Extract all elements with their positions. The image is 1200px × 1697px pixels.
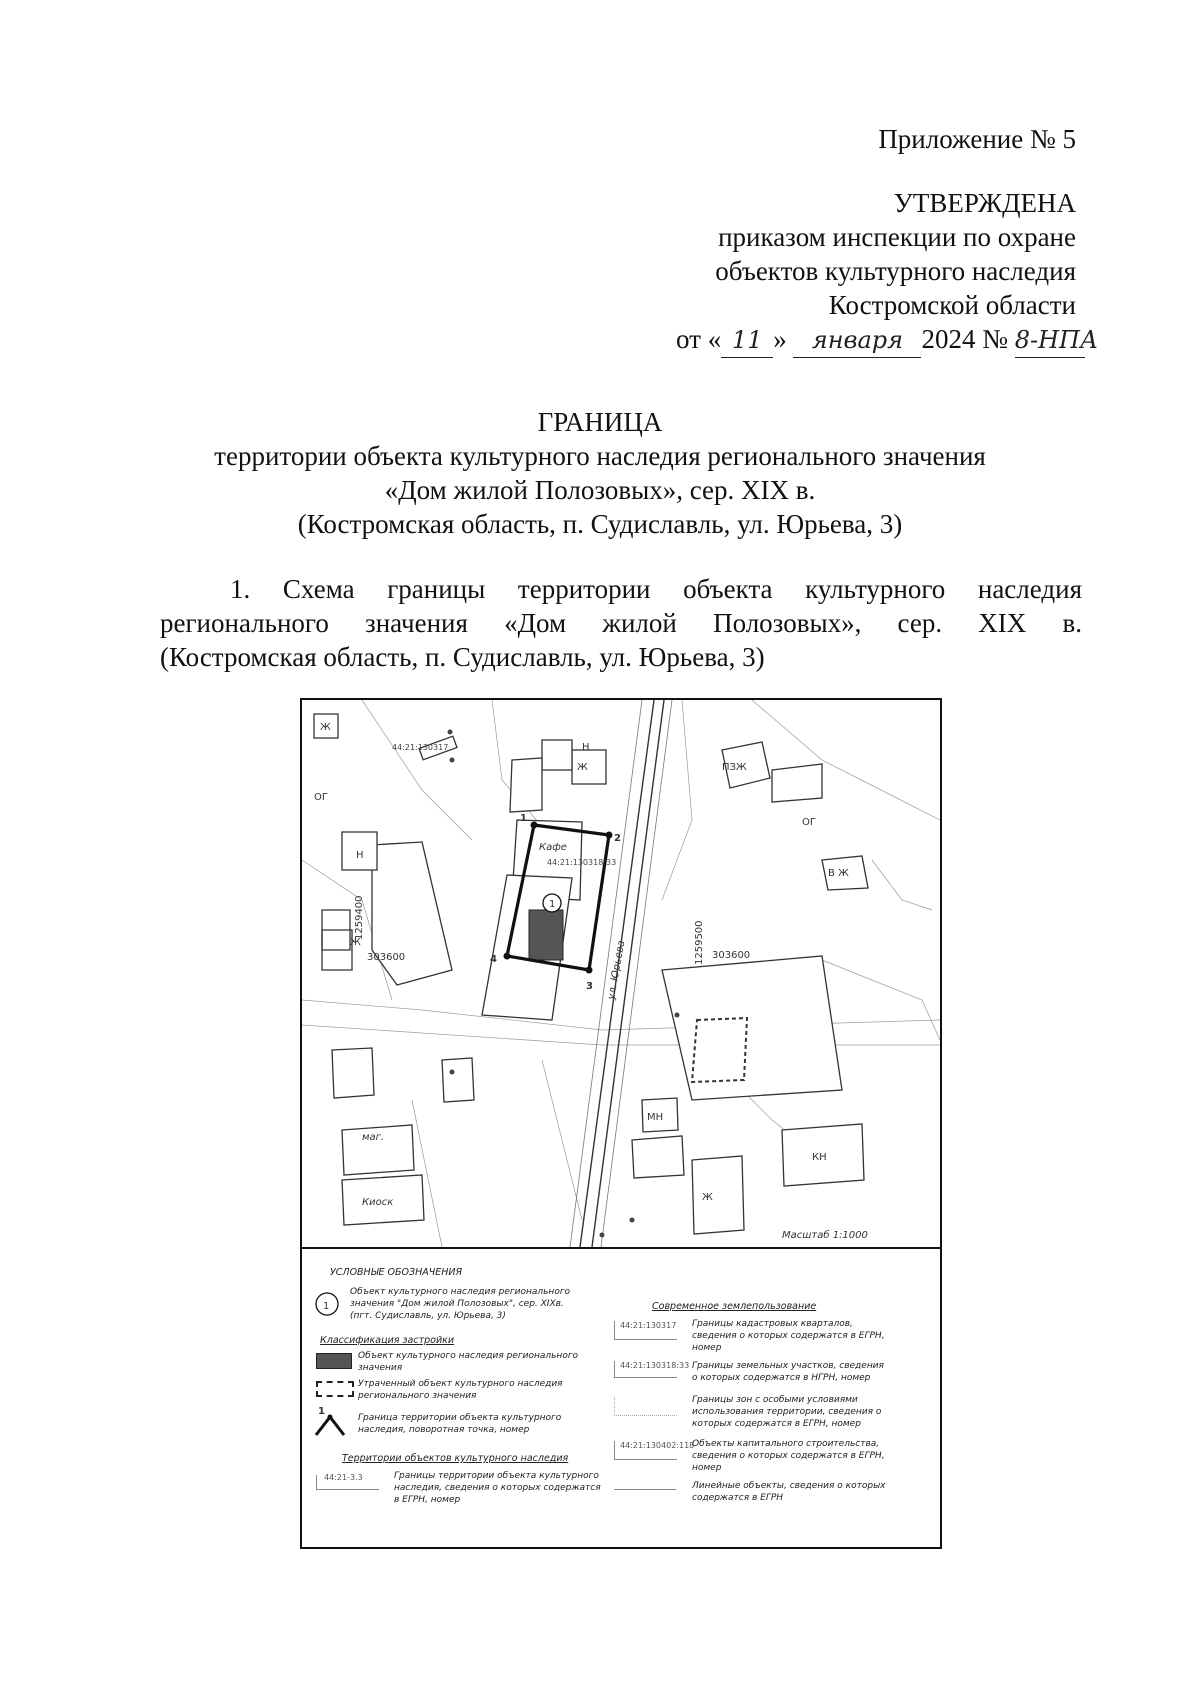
legend-territories-heading: Территории объектов культурного наследия xyxy=(342,1453,569,1464)
scale-label: Масштаб 1:1000 xyxy=(782,1230,868,1241)
n-label-2: Н xyxy=(582,742,590,753)
coord-right-label: 303600 xyxy=(712,950,751,961)
n-label-1: Н xyxy=(356,850,364,861)
legend-r1-line-3: номер xyxy=(692,1343,722,1353)
date-day: 11 xyxy=(721,323,773,358)
coord-left-label: 303600 xyxy=(367,952,406,963)
legend-boundary-number: 1 xyxy=(318,1406,325,1417)
legend-object-symbol xyxy=(314,1291,340,1317)
date-year: 2024 № xyxy=(921,324,1008,354)
mag-label: маг. xyxy=(362,1132,385,1143)
section-line-2: регионального значения «Дом жилой Полозовых», сер. XIX в. xyxy=(160,608,1082,638)
legend-item1-line-1: Объект культурного наследия регионального xyxy=(358,1351,579,1361)
land-plot-label: 44:21:130318:33 xyxy=(547,858,617,867)
vzh-label: В Ж xyxy=(828,868,849,879)
legend-r2-line-1: Границы земельных участков, сведения xyxy=(692,1361,884,1371)
legend-r5-line-1: Линейные объекты, сведения о которых xyxy=(692,1481,886,1491)
zh-label-2: Ж xyxy=(577,762,588,773)
date-mid: » xyxy=(773,324,787,354)
legend-item3-line-1: Граница территории объекта культурного xyxy=(358,1413,562,1423)
legend-r4-line-3: номер xyxy=(692,1463,722,1473)
approved-label: УТВЕРЖДЕНА xyxy=(893,188,1076,218)
approval-line-1: приказом инспекции по охране xyxy=(718,222,1076,252)
point-3-label: 3 xyxy=(586,981,593,992)
legend-item2-line-1: Утраченный объект культурного наследия xyxy=(358,1379,563,1389)
point-4-label: 4 xyxy=(490,954,497,965)
legend-r2-code: 44:21:130318:33 xyxy=(620,1361,690,1370)
legend-land-use-heading: Современное землепользование xyxy=(652,1301,817,1312)
approval-line-3: Костромской области xyxy=(828,290,1076,320)
legend xyxy=(302,1247,940,1549)
order-number: 8-НПА xyxy=(1015,323,1085,358)
title-line-2: «Дом жилой Полозовых», сер. XIX в. xyxy=(384,475,816,505)
og-label-1: ОГ xyxy=(314,792,328,803)
point-2-label: 2 xyxy=(614,833,621,844)
legend-boundary-symbol xyxy=(312,1403,352,1437)
mn-label: МН xyxy=(647,1112,664,1123)
cafe-label: Кафе xyxy=(539,842,567,853)
legend-object-line-3: (пгт. Судиславль, ул. Юрьева, 3) xyxy=(350,1311,506,1321)
legend-item3-line-2: наследия, поворотная точка, номер xyxy=(358,1425,530,1435)
legend-r3-line-1: Границы зон с особыми условиями xyxy=(692,1395,858,1405)
legend-object-line-2: значения "Дом жилой Полозовых", сер. XIXв. xyxy=(350,1299,564,1309)
legend-r3-swatch xyxy=(614,1397,677,1416)
legend-r4-line-2: сведения о которых содержатся в ЕГРН, xyxy=(692,1451,885,1461)
coord-vert-right-label: 1259500 xyxy=(694,920,705,965)
legend-r2-line-2: о которых содержатся в НГРН, номер xyxy=(692,1373,871,1383)
zh-label-1: Ж xyxy=(320,722,331,733)
street-label: ул. Юрьева xyxy=(606,939,628,1001)
title-line-1: территории объекта культурного наследия регионального значения xyxy=(214,441,986,471)
legend-r5-swatch xyxy=(614,1489,676,1490)
coord-vert-left-label: 1259400 xyxy=(354,895,365,940)
zh-label-3: Ж xyxy=(350,937,361,948)
object-marker-label: 1 xyxy=(549,899,556,910)
zh-label-4: Ж xyxy=(702,1192,713,1203)
og-label-2: ОГ xyxy=(802,817,816,828)
pzzh-label: ПЗЖ xyxy=(722,762,747,773)
scheme-frame xyxy=(300,698,942,1549)
kn-label: КН xyxy=(812,1152,827,1163)
legend-r4-line-1: Объекты капитального строительства, xyxy=(692,1439,880,1449)
title-main: ГРАНИЦА xyxy=(537,407,663,437)
legend-r1-code: 44:21:130317 xyxy=(620,1321,677,1330)
appendix-label: Приложение № 5 xyxy=(878,124,1076,154)
legend-item4-line-2: наследия, сведения о которых содержатся xyxy=(394,1483,601,1493)
legend-r3-line-2: использования территории, сведения о xyxy=(692,1407,882,1417)
legend-territory-code: 44:21-3.3 xyxy=(324,1473,363,1482)
cadastral-quarter-label: 44:21:130317 xyxy=(392,743,449,752)
legend-item4-line-1: Границы территории объекта культурного xyxy=(394,1471,599,1481)
legend-r1-line-1: Границы кадастровых кварталов, xyxy=(692,1319,853,1329)
section-line-3: (Костромская область, п. Судиславль, ул. Юрьева, 3) xyxy=(160,642,765,672)
legend-r5-line-2: содержатся в ЕГРН xyxy=(692,1493,784,1503)
legend-lost-object-swatch xyxy=(316,1381,354,1397)
legend-object-line-1: Объект культурного наследия регионального xyxy=(350,1287,571,1297)
legend-title: УСЛОВНЫЕ ОБОЗНАЧЕНИЯ xyxy=(330,1267,463,1278)
point-1-label: 1 xyxy=(520,813,527,824)
title-line-3: (Костромская область, п. Судиславль, ул. Юрьева, 3) xyxy=(297,509,903,539)
approval-date-line xyxy=(676,322,1099,358)
date-month: января xyxy=(793,323,921,358)
legend-r3-line-3: которых содержатся в ЕГРН, номер xyxy=(692,1419,861,1429)
kiosk-label: Киоск xyxy=(362,1197,394,1208)
approval-line-2: объектов культурного наследия xyxy=(715,256,1076,286)
date-prefix: от « xyxy=(676,324,722,354)
legend-r4-code: 44:21:130402:118 xyxy=(620,1441,695,1450)
legend-heritage-swatch xyxy=(316,1353,352,1369)
legend-r1-line-2: сведения о которых содержатся в ЕГРН, xyxy=(692,1331,885,1341)
boundary-map xyxy=(302,700,940,1247)
legend-item1-line-2: значения xyxy=(358,1363,403,1373)
legend-object-symbol-number: 1 xyxy=(323,1301,330,1312)
legend-classification-heading: Классификация застройки xyxy=(320,1335,455,1346)
legend-item4-line-3: в ЕГРН, номер xyxy=(394,1495,461,1505)
legend-item2-line-2: регионального значения xyxy=(358,1391,477,1401)
section-line-1: 1. Схема границы территории объекта культурного наследия xyxy=(230,574,1082,604)
